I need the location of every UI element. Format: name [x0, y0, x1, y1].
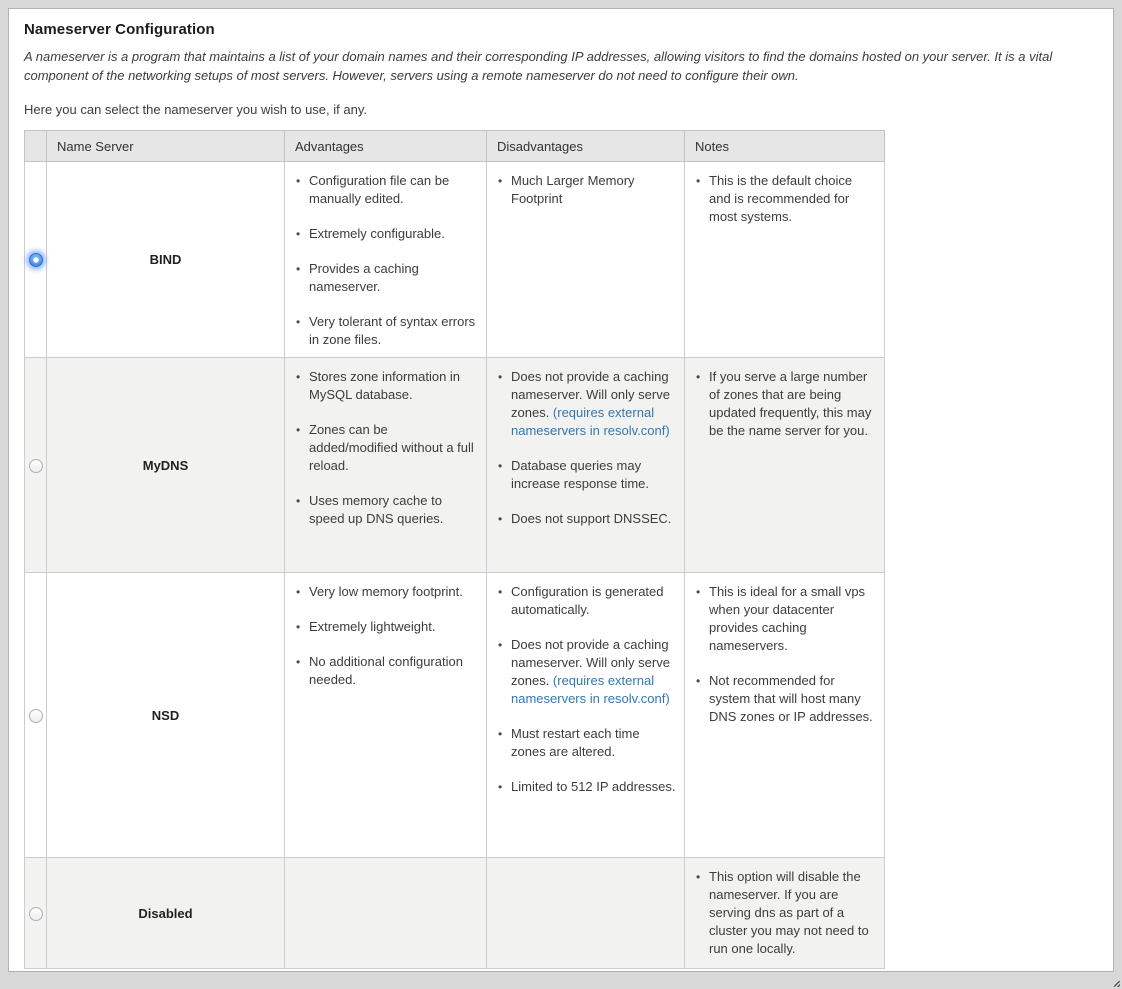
nameserver-config-panel — [8, 8, 1114, 972]
advantages-cell — [285, 162, 487, 358]
notes-cell — [685, 358, 885, 573]
column-header: Advantages — [285, 131, 487, 162]
disadvantages-cell — [487, 573, 685, 858]
notes-list — [695, 172, 876, 226]
nameserver-name: MyDNS — [47, 358, 285, 573]
advantages-item: • Uses memory cache to speed up DNS queries. — [309, 492, 478, 528]
notes-item: • If you serve a large number of zones that are being updated frequently, this may be the name server for you. — [709, 368, 876, 440]
disadvantages-item: • Does not provide a caching nameserver. Will only serve zones. (requires external nameservers in resolv.conf) — [511, 636, 676, 708]
nameserver-row-bind — [25, 162, 885, 358]
nameserver-name: BIND — [47, 162, 285, 358]
disadvantages-item: • Must restart each time zones are altered. — [511, 725, 676, 761]
resolv-conf-link[interactable]: (requires external nameservers in resolv.conf) — [511, 405, 670, 438]
disadvantages-item: • Configuration is generated automatically. — [511, 583, 676, 619]
column-header: Name Server — [47, 131, 285, 162]
advantages-item: • Very tolerant of syntax errors in zone files. — [309, 313, 478, 349]
advantages-list — [295, 172, 478, 349]
advantages-item: • Configuration file can be manually edited. — [309, 172, 478, 208]
advantages-item: • No additional configuration needed. — [309, 653, 478, 689]
notes-cell — [685, 162, 885, 358]
nameserver-row-disabled — [25, 858, 885, 969]
advantages-item: • Stores zone information in MySQL database. — [309, 368, 478, 404]
advantages-item: • Provides a caching nameserver. — [309, 260, 478, 296]
disadvantages-item: • Much Larger Memory Footprint — [511, 172, 676, 208]
disadvantages-list — [497, 368, 676, 528]
notes-item: • This is ideal for a small vps when your datacenter provides caching nameservers. — [709, 583, 876, 655]
advantages-item: • Extremely configurable. — [309, 225, 478, 243]
nameserver-name: NSD — [47, 573, 285, 858]
notes-list — [695, 583, 876, 726]
page-title: Nameserver Configuration — [24, 21, 215, 38]
column-header — [25, 131, 47, 162]
resolv-conf-link[interactable]: (requires external nameservers in resolv.conf) — [511, 673, 670, 706]
radio-cell — [25, 162, 47, 358]
advantages-item: • Extremely lightweight. — [309, 618, 478, 636]
disadvantages-cell — [487, 162, 685, 358]
disadvantages-list — [497, 172, 676, 208]
nameserver-radio-disabled[interactable] — [29, 907, 43, 921]
disadvantages-item: • Does not provide a caching nameserver. Will only serve zones. (requires external nameservers in resolv.conf) — [511, 368, 676, 440]
page-description: A nameserver is a program that maintains a list of your domain names and their corresponding IP addresses, allowing visitors to find the domains hosted on your server. It is a vital component of the networking setups of most servers. However, servers using a remote nameserver do not need to configure their own. — [24, 49, 1053, 83]
disadvantages-item: • Limited to 512 IP addresses. — [511, 778, 676, 796]
advantages-cell — [285, 573, 487, 858]
notes-list — [695, 868, 876, 958]
advantages-item: • Zones can be added/modified without a full reload. — [309, 421, 478, 475]
nameserver-radio-nsd[interactable] — [29, 709, 43, 723]
nameserver-radio-mydns[interactable] — [29, 459, 43, 473]
radio-cell — [25, 858, 47, 969]
nameserver-row-mydns — [25, 358, 885, 573]
selection-instruction: Here you can select the nameserver you wish to use, if any. — [24, 102, 367, 117]
disadvantages-cell — [487, 358, 685, 573]
advantages-list — [295, 583, 478, 689]
notes-cell — [685, 858, 885, 969]
advantages-cell — [285, 358, 487, 573]
resize-grip-icon — [1114, 981, 1120, 987]
column-header: Notes — [685, 131, 885, 162]
notes-cell — [685, 573, 885, 858]
notes-item: • This option will disable the nameserver. If you are serving dns as part of a cluster you may not need to run one locally. — [709, 868, 876, 958]
radio-cell — [25, 573, 47, 858]
notes-list — [695, 368, 876, 440]
notes-item: • Not recommended for system that will host many DNS zones or IP addresses. — [709, 672, 876, 726]
advantages-list — [295, 368, 478, 528]
nameserver-name: Disabled — [47, 858, 285, 969]
table-body — [25, 162, 885, 969]
disadvantages-cell — [487, 858, 685, 969]
nameserver-radio-bind[interactable] — [29, 253, 43, 267]
disadvantages-item: • Database queries may increase response time. — [511, 457, 676, 493]
radio-cell — [25, 358, 47, 573]
advantages-item: • Very low memory footprint. — [309, 583, 478, 601]
notes-item: • This is the default choice and is recommended for most systems. — [709, 172, 876, 226]
disadvantages-list — [497, 583, 676, 796]
table-header-row — [25, 131, 885, 162]
disadvantages-item: • Does not support DNSSEC. — [511, 510, 676, 528]
panel-content — [9, 9, 1113, 981]
nameserver-table — [24, 130, 885, 969]
advantages-cell — [285, 858, 487, 969]
column-header: Disadvantages — [487, 131, 685, 162]
nameserver-row-nsd — [25, 573, 885, 858]
